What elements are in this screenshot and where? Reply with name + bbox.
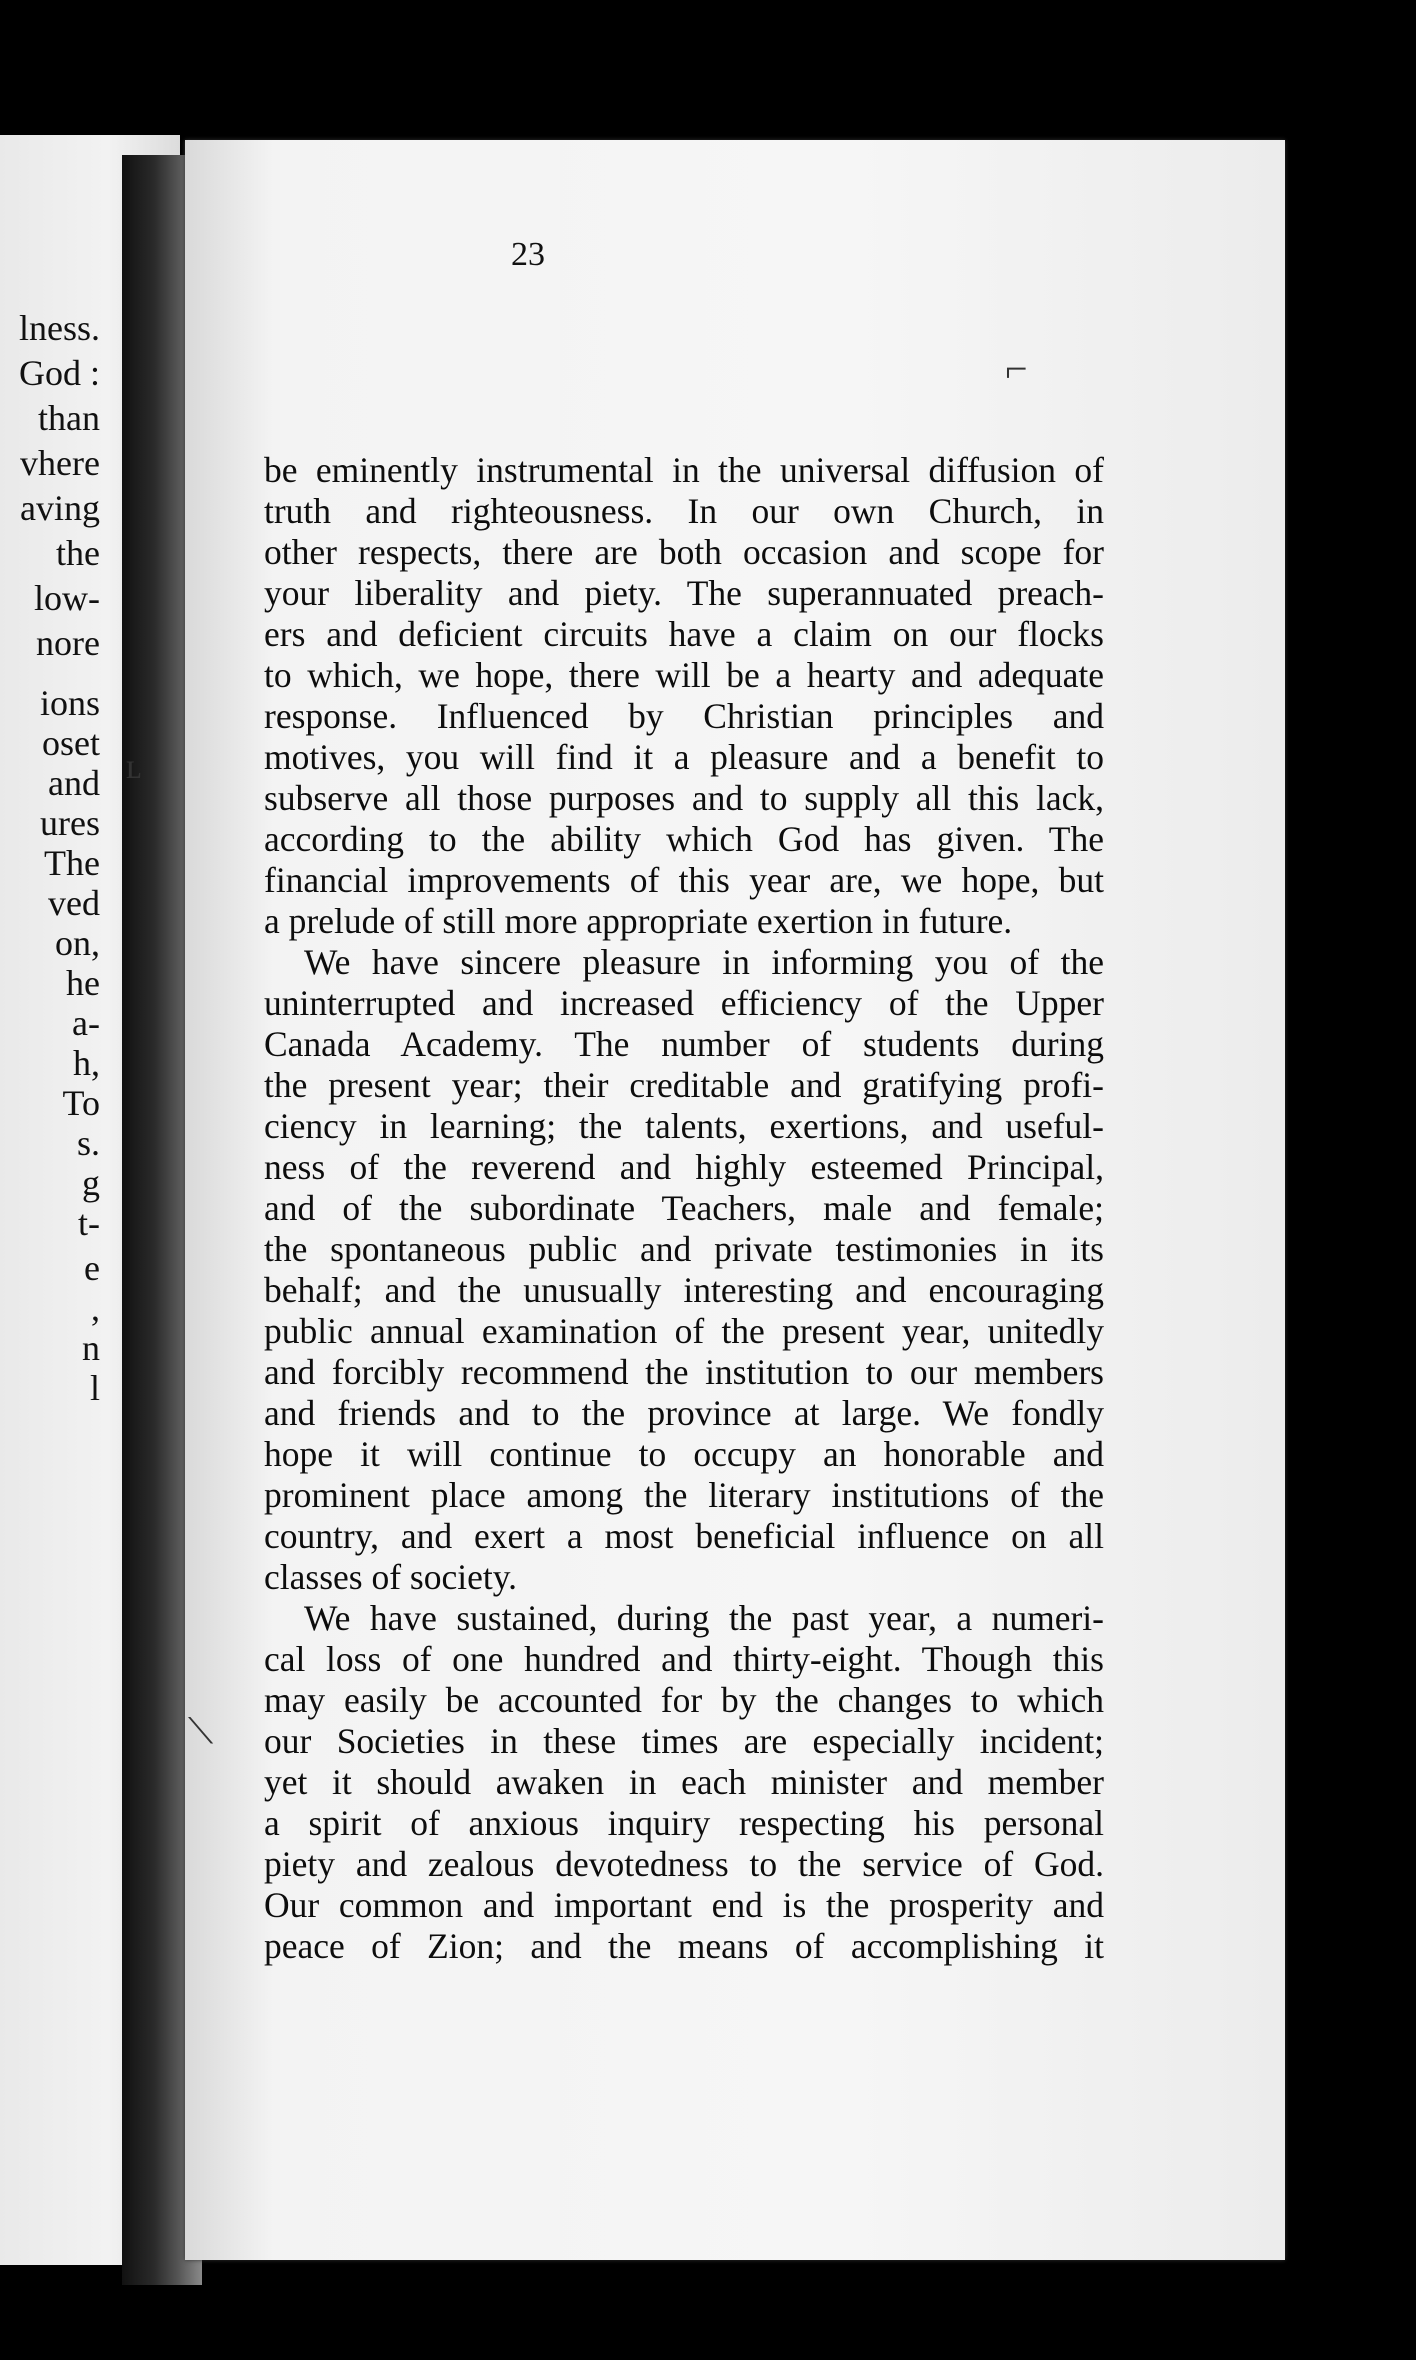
text-line: and forcibly recommend the institution to our members	[264, 1352, 1104, 1392]
facing-page-fragment: God :	[19, 353, 100, 393]
text-line: uninterrupted and increased efficiency of the Upper	[264, 983, 1104, 1023]
text-line: other respects, there are both occasion and scope for	[264, 532, 1104, 572]
facing-page-fragment: lness.	[19, 308, 100, 348]
text-line: peace of Zion; and the means of accomplishing it	[264, 1926, 1104, 1966]
text-line: motives, you will find it a pleasure and a benefit to	[264, 737, 1104, 777]
facing-page-fragment: and	[48, 763, 100, 803]
text-line: the present year; their creditable and gratifying profi-	[264, 1065, 1104, 1105]
text-line: ness of the reverend and highly esteemed Principal,	[264, 1147, 1104, 1187]
text-line: ciency in learning; the talents, exertions, and useful-	[264, 1106, 1104, 1146]
text-line: subserve all those purposes and to supply all this lack,	[264, 778, 1104, 818]
facing-page-fragment: l	[89, 1368, 100, 1408]
text-line: classes of society.	[264, 1557, 518, 1597]
facing-page-fragment: ,	[91, 1288, 100, 1328]
text-line: ers and deficient circuits have a claim on our flocks	[264, 614, 1104, 654]
text-line: prominent place among the literary institutions of the	[264, 1475, 1104, 1515]
facing-page-fragment: vhere	[20, 443, 100, 483]
text-line: and friends and to the province at large. We fondly	[264, 1393, 1104, 1433]
facing-page-fragment: aving	[20, 488, 100, 528]
facing-page-fragment: s.	[76, 1123, 100, 1163]
text-line: response. Influenced by Christian principles and	[264, 696, 1104, 736]
stray-mark: ʟ	[126, 746, 142, 786]
text-line: according to the ability which God has given. The	[264, 819, 1104, 859]
pencil-mark: ⌐	[1005, 346, 1028, 391]
text-line: our Societies in these times are especially incident;	[264, 1721, 1104, 1761]
facing-page-fragment: nore	[36, 623, 100, 663]
facing-page-fragment: ures	[40, 803, 100, 843]
text-line: We have sustained, during the past year, a numeri-	[304, 1598, 1104, 1638]
text-line: hope it will continue to occupy an honorable and	[264, 1434, 1104, 1474]
facing-page-fragment: on,	[55, 923, 100, 963]
text-line: Canada Academy. The number of students during	[264, 1024, 1104, 1064]
facing-page-fragment: The	[44, 843, 100, 883]
facing-page-fragment: ions	[39, 683, 100, 723]
text-line: country, and exert a most beneficial influence on all	[264, 1516, 1104, 1556]
text-line: the spontaneous public and private testimonies in its	[264, 1229, 1104, 1269]
facing-page-fragment: n	[82, 1328, 100, 1368]
text-line: may easily be accounted for by the changes to which	[264, 1680, 1104, 1720]
text-line: financial improvements of this year are, we hope, but	[264, 860, 1104, 900]
text-line: truth and righteousness. In our own Church, in	[264, 491, 1104, 531]
facing-page-fragment: ved	[48, 883, 100, 923]
facing-page-fragment: g	[82, 1163, 100, 1203]
facing-page-fragment: low-	[34, 578, 100, 618]
text-line: cal loss of one hundred and thirty-eight. Though this	[264, 1639, 1104, 1679]
facing-page-fragment: the	[56, 533, 100, 573]
stray-mark: ⟍	[188, 1711, 214, 1751]
facing-page-fragment: t-	[78, 1203, 100, 1243]
text-line: and of the subordinate Teachers, male and female;	[264, 1188, 1104, 1228]
text-line: Our common and important end is the prosperity and	[264, 1885, 1104, 1925]
facing-page-fragment: h,	[73, 1043, 100, 1083]
text-line: a prelude of still more appropriate exertion in future.	[264, 901, 1013, 941]
text-line: to which, we hope, there will be a hearty and adequate	[264, 655, 1104, 695]
facing-page-fragment: oset	[42, 723, 100, 763]
text-line: We have sincere pleasure in informing you of the	[304, 942, 1104, 982]
text-line: a spirit of anxious inquiry respecting his personal	[264, 1803, 1104, 1843]
text-line: public annual examination of the present year, unitedly	[264, 1311, 1104, 1351]
text-line: be eminently instrumental in the universal diffusion of	[264, 450, 1104, 490]
facing-page-fragment: e	[84, 1248, 100, 1288]
page-number: 23	[511, 236, 545, 273]
page-body-text	[264, 450, 1104, 1967]
text-line: your liberality and piety. The superannuated preach-	[264, 573, 1104, 613]
facing-page-fragment: a-	[72, 1003, 100, 1043]
text-line: piety and zealous devotedness to the service of God.	[264, 1844, 1104, 1884]
text-line: yet it should awaken in each minister and member	[264, 1762, 1104, 1802]
text-line: behalf; and the unusually interesting and encouraging	[264, 1270, 1104, 1310]
facing-page-fragment: he	[66, 963, 100, 1003]
facing-page-fragment: than	[38, 398, 100, 438]
facing-page-fragment: To	[62, 1083, 100, 1123]
